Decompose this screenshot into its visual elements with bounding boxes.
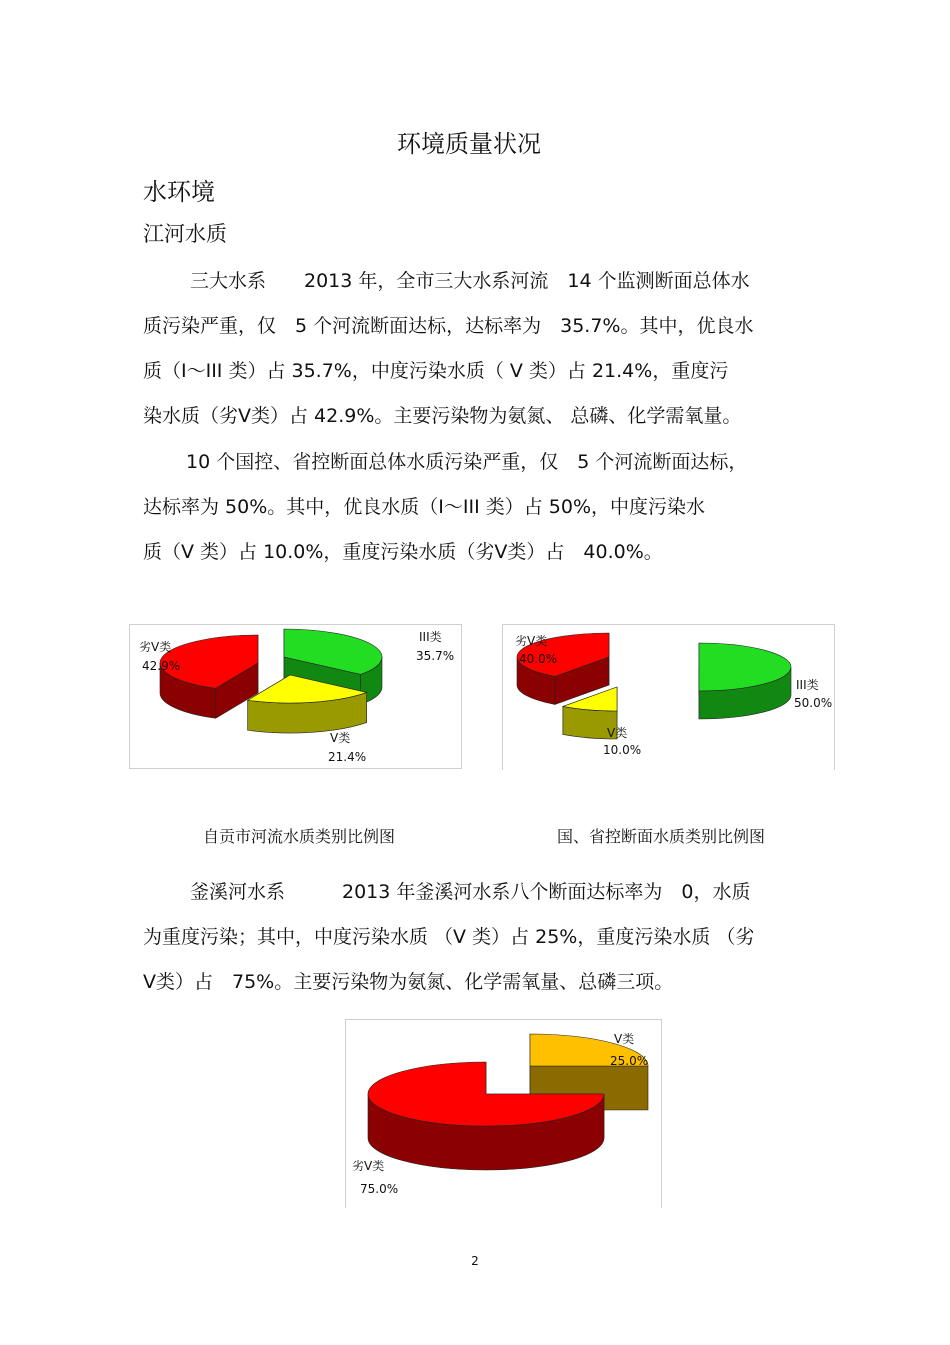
paragraph-line: Ⅴ类）占 75%。主要污染物为氨氮、化学需氧量、总磷三项。	[143, 971, 674, 993]
paragraph-line: 染水质（劣Ⅴ类）占 42.9%。主要污染物为氨氮、 总磷、化学需氧量。	[143, 405, 742, 427]
pie-slice-0	[699, 643, 791, 719]
pie-slice-2	[160, 635, 258, 718]
label-value: 40.0%	[519, 652, 558, 666]
pie-chart-national-sections	[502, 624, 835, 770]
section-heading: 水环境	[143, 178, 215, 206]
paragraph-line: 质污染严重，仅 5 个河流断面达标，达标率为 35.7%。其中，优良水	[143, 315, 754, 337]
pie-chart-svg	[503, 625, 834, 770]
paragraph-line: 釜溪河水系 2013 年釜溪河水系八个断面达标率为 0，水质	[190, 881, 751, 903]
page-number: 2	[471, 1254, 479, 1268]
pie-chart-fuxi-river	[345, 1019, 662, 1208]
label-category: V类	[614, 1032, 635, 1046]
label-category: 劣V类	[139, 640, 172, 654]
paragraph-line: 为重度污染；其中，中度污染水质 （Ⅴ 类）占 25%，重度污染水质 （劣	[143, 926, 755, 948]
paragraph-line: 三大水系 2013 年，全市三大水系河流 14 个监测断面总体水	[190, 270, 750, 292]
label-category: III类	[419, 630, 442, 644]
pie-chart-svg	[130, 625, 461, 768]
page-title: 环境质量状况	[397, 130, 541, 158]
pie-chart-svg	[346, 1020, 661, 1208]
pie-chart-city-rivers	[129, 624, 462, 769]
label-category: III类	[796, 678, 819, 692]
label-value: 50.0%	[794, 696, 833, 710]
chart-caption: 国、省控断面水质类别比例图	[557, 827, 766, 846]
label-value: 42.9%	[142, 659, 181, 673]
label-value: 75.0%	[360, 1182, 399, 1196]
label-value: 25.0%	[610, 1054, 649, 1068]
label-value: 35.7%	[416, 649, 455, 663]
label-category: V类	[607, 726, 628, 740]
label-value: 21.4%	[328, 750, 367, 764]
chart-caption: 自贡市河流水质类别比例图	[203, 827, 396, 846]
paragraph-line: 质（Ⅰ～III 类）占 35.7%，中度污染水质（ Ⅴ 类）占 21.4%，重度污	[143, 360, 729, 382]
label-category: V类	[330, 731, 351, 745]
label-category: 劣V类	[352, 1159, 385, 1173]
paragraph-line: 质（Ⅴ 类）占 10.0%，重度污染水质（劣Ⅴ类）占 40.0%。	[143, 541, 663, 563]
paragraph-line: 达标率为 50%。其中，优良水质（Ⅰ～III 类）占 50%，中度污染水	[143, 496, 705, 518]
label-value: 10.0%	[603, 743, 642, 757]
paragraph-line: 10 个国控、省控断面总体水质污染严重，仅 5 个河流断面达标，	[186, 451, 748, 473]
label-category: 劣V类	[515, 634, 548, 648]
subsection-heading: 江河水质	[143, 222, 227, 246]
